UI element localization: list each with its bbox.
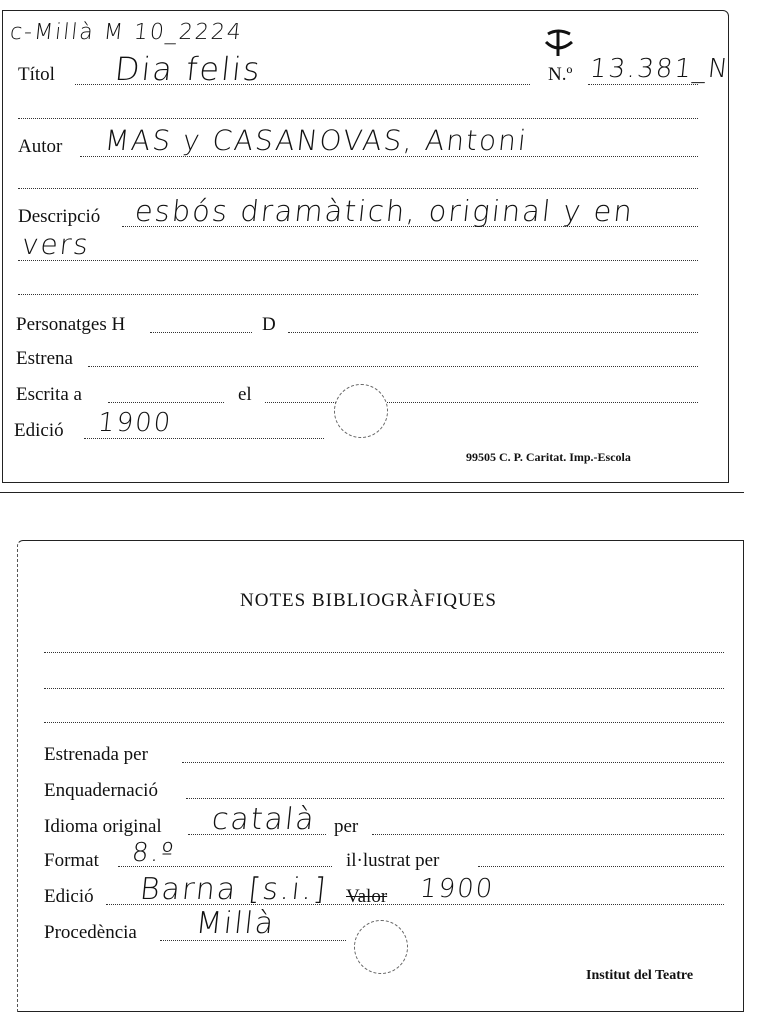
back-edicio-value: Barna [s.i.] <box>138 872 330 907</box>
back-edicio-label: Edició <box>44 886 94 907</box>
notes-line <box>44 688 724 689</box>
procedencia-value: Millà <box>194 906 278 941</box>
publisher-logo-icon <box>540 26 578 60</box>
idioma-per-label: per <box>334 816 359 837</box>
institution-label: Institut del Teatre <box>586 968 694 983</box>
autor-label: Autor <box>18 136 63 157</box>
card-separator <box>0 492 744 493</box>
personatges-d-label: D <box>262 314 276 335</box>
descripcio-value-line1: esbós dramàtich, original y en <box>133 194 636 228</box>
procedencia-label: Procedència <box>44 922 137 943</box>
punch-hole <box>354 920 408 974</box>
illustrat-label: il·lustrat per <box>346 850 440 871</box>
personatges-d-line <box>288 332 698 333</box>
estrenada-label: Estrenada per <box>44 744 148 765</box>
numero-label: N.º <box>548 64 573 85</box>
idioma-per-line <box>372 834 724 835</box>
numero-line <box>588 84 698 85</box>
personatges-h-line <box>150 332 252 333</box>
call-number: c-Millà M 10_2224 <box>8 20 245 45</box>
estrenada-line <box>182 762 724 763</box>
blank-line <box>18 118 698 119</box>
notes-line <box>44 652 724 653</box>
descripcio-line-2 <box>18 260 698 261</box>
idioma-value: català <box>210 802 318 837</box>
notes-line <box>44 722 724 723</box>
edicio-value: 1900 <box>96 408 174 438</box>
idioma-label: Idioma original <box>44 816 162 837</box>
personatges-label: Personatges H <box>16 314 126 335</box>
titol-label: Títol <box>18 64 55 85</box>
notes-heading: NOTES BIBLIOGRÀFIQUES <box>240 590 497 611</box>
descripcio-label: Descripció <box>18 206 101 227</box>
estrena-label: Estrena <box>16 348 73 369</box>
escrita-el-line <box>265 402 698 403</box>
printer-footer: 99505 C. P. Caritat. Imp.-Escola <box>466 450 631 464</box>
descripcio-value-line2: vers <box>20 228 92 261</box>
valor-value: 1900 <box>418 874 496 904</box>
escrita-line <box>108 402 224 403</box>
escrita-label: Escrita a <box>16 384 82 405</box>
illustrat-line <box>478 866 724 867</box>
format-value: 8.º <box>130 838 177 868</box>
blank-line <box>18 188 698 189</box>
format-label: Format <box>44 850 99 871</box>
estrena-line <box>88 366 698 367</box>
edicio-label: Edició <box>14 420 64 441</box>
autor-value: MAS y CASANOVAS, Antoni <box>103 124 530 157</box>
escrita-el-label: el <box>238 384 252 405</box>
enquadernacio-line <box>186 798 724 799</box>
punch-hole <box>334 384 388 438</box>
blank-line <box>18 294 698 295</box>
numero-value: 13.381_N <box>588 54 732 84</box>
enquadernacio-label: Enquadernació <box>44 780 158 801</box>
valor-label: Valor <box>346 886 388 907</box>
edicio-line <box>84 438 324 439</box>
titol-value: Dia felis <box>113 50 264 88</box>
